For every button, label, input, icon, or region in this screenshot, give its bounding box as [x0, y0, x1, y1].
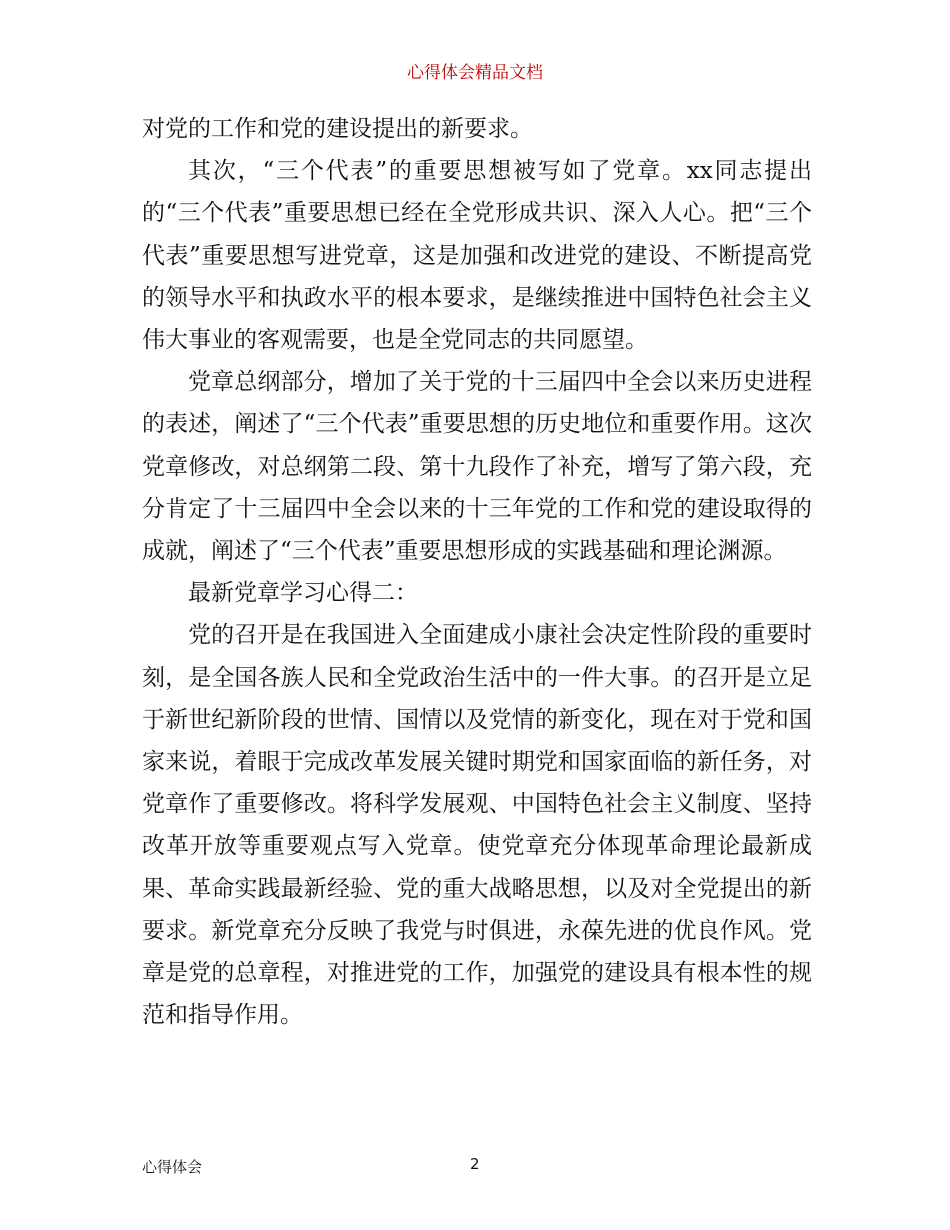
- document-body: [142, 108, 812, 1036]
- footer-label: 心得体会: [142, 1158, 203, 1176]
- page-number: 2: [470, 1155, 480, 1173]
- page-header-title: 心得体会精品文档: [407, 63, 543, 83]
- section-heading: 最新党章学习心得二：: [188, 580, 418, 607]
- paragraph: 党章总纲部分，增加了关于党的十三届四中全会以来历史进程的表述，阐述了“三个代表”重要思想的历史地位和重要作用。这次党章修改，对总纲第二段、第十九段作了补充，增写了第六段，充分肯定了十三届四中全会以来的十三年党的工作和党的建设取得的成就，阐述了“三个代表”重要思想形成的实践基础和理论渊源。: [142, 369, 812, 565]
- paragraph: 其次，“三个代表”的重要思想被写如了党章。xx同志提出的“三个代表”重要思想已经在全党形成共识、深入人心。把“三个代表”重要思想写进党章，这是加强和改进党的建设、不断提高党的领导水平和执政水平的根本要求，是继续推进中国特色社会主义伟大事业的客观需要，也是全党同志的共同愿望。: [142, 158, 812, 354]
- paragraph-continuation: 对党的工作和党的建设提出的新要求。: [142, 116, 533, 142]
- paragraph: 党的召开是在我国进入全面建成小康社会决定性阶段的重要时刻，是全国各族人民和全党政治生活中的一件大事。的召开是立足于新世纪新阶段的世情、国情以及党情的新变化，现在对于党和国家来说，着眼于完成改革发展关键时期党和国家面临的新任务，对党章作了重要修改。将科学发展观、中国特色社会主义制度、坚持改革开放等重要观点写入党章。使党章充分体现革命理论最新成果、革命实践最新经验、党的重大战略思想，以及对全党提出的新要求。新党章充分反映了我党与时俱进，永葆先进的优良作风。党章是党的总章程，对推进党的工作，加强党的建设具有根本性的规范和指导作用。: [142, 622, 812, 1029]
